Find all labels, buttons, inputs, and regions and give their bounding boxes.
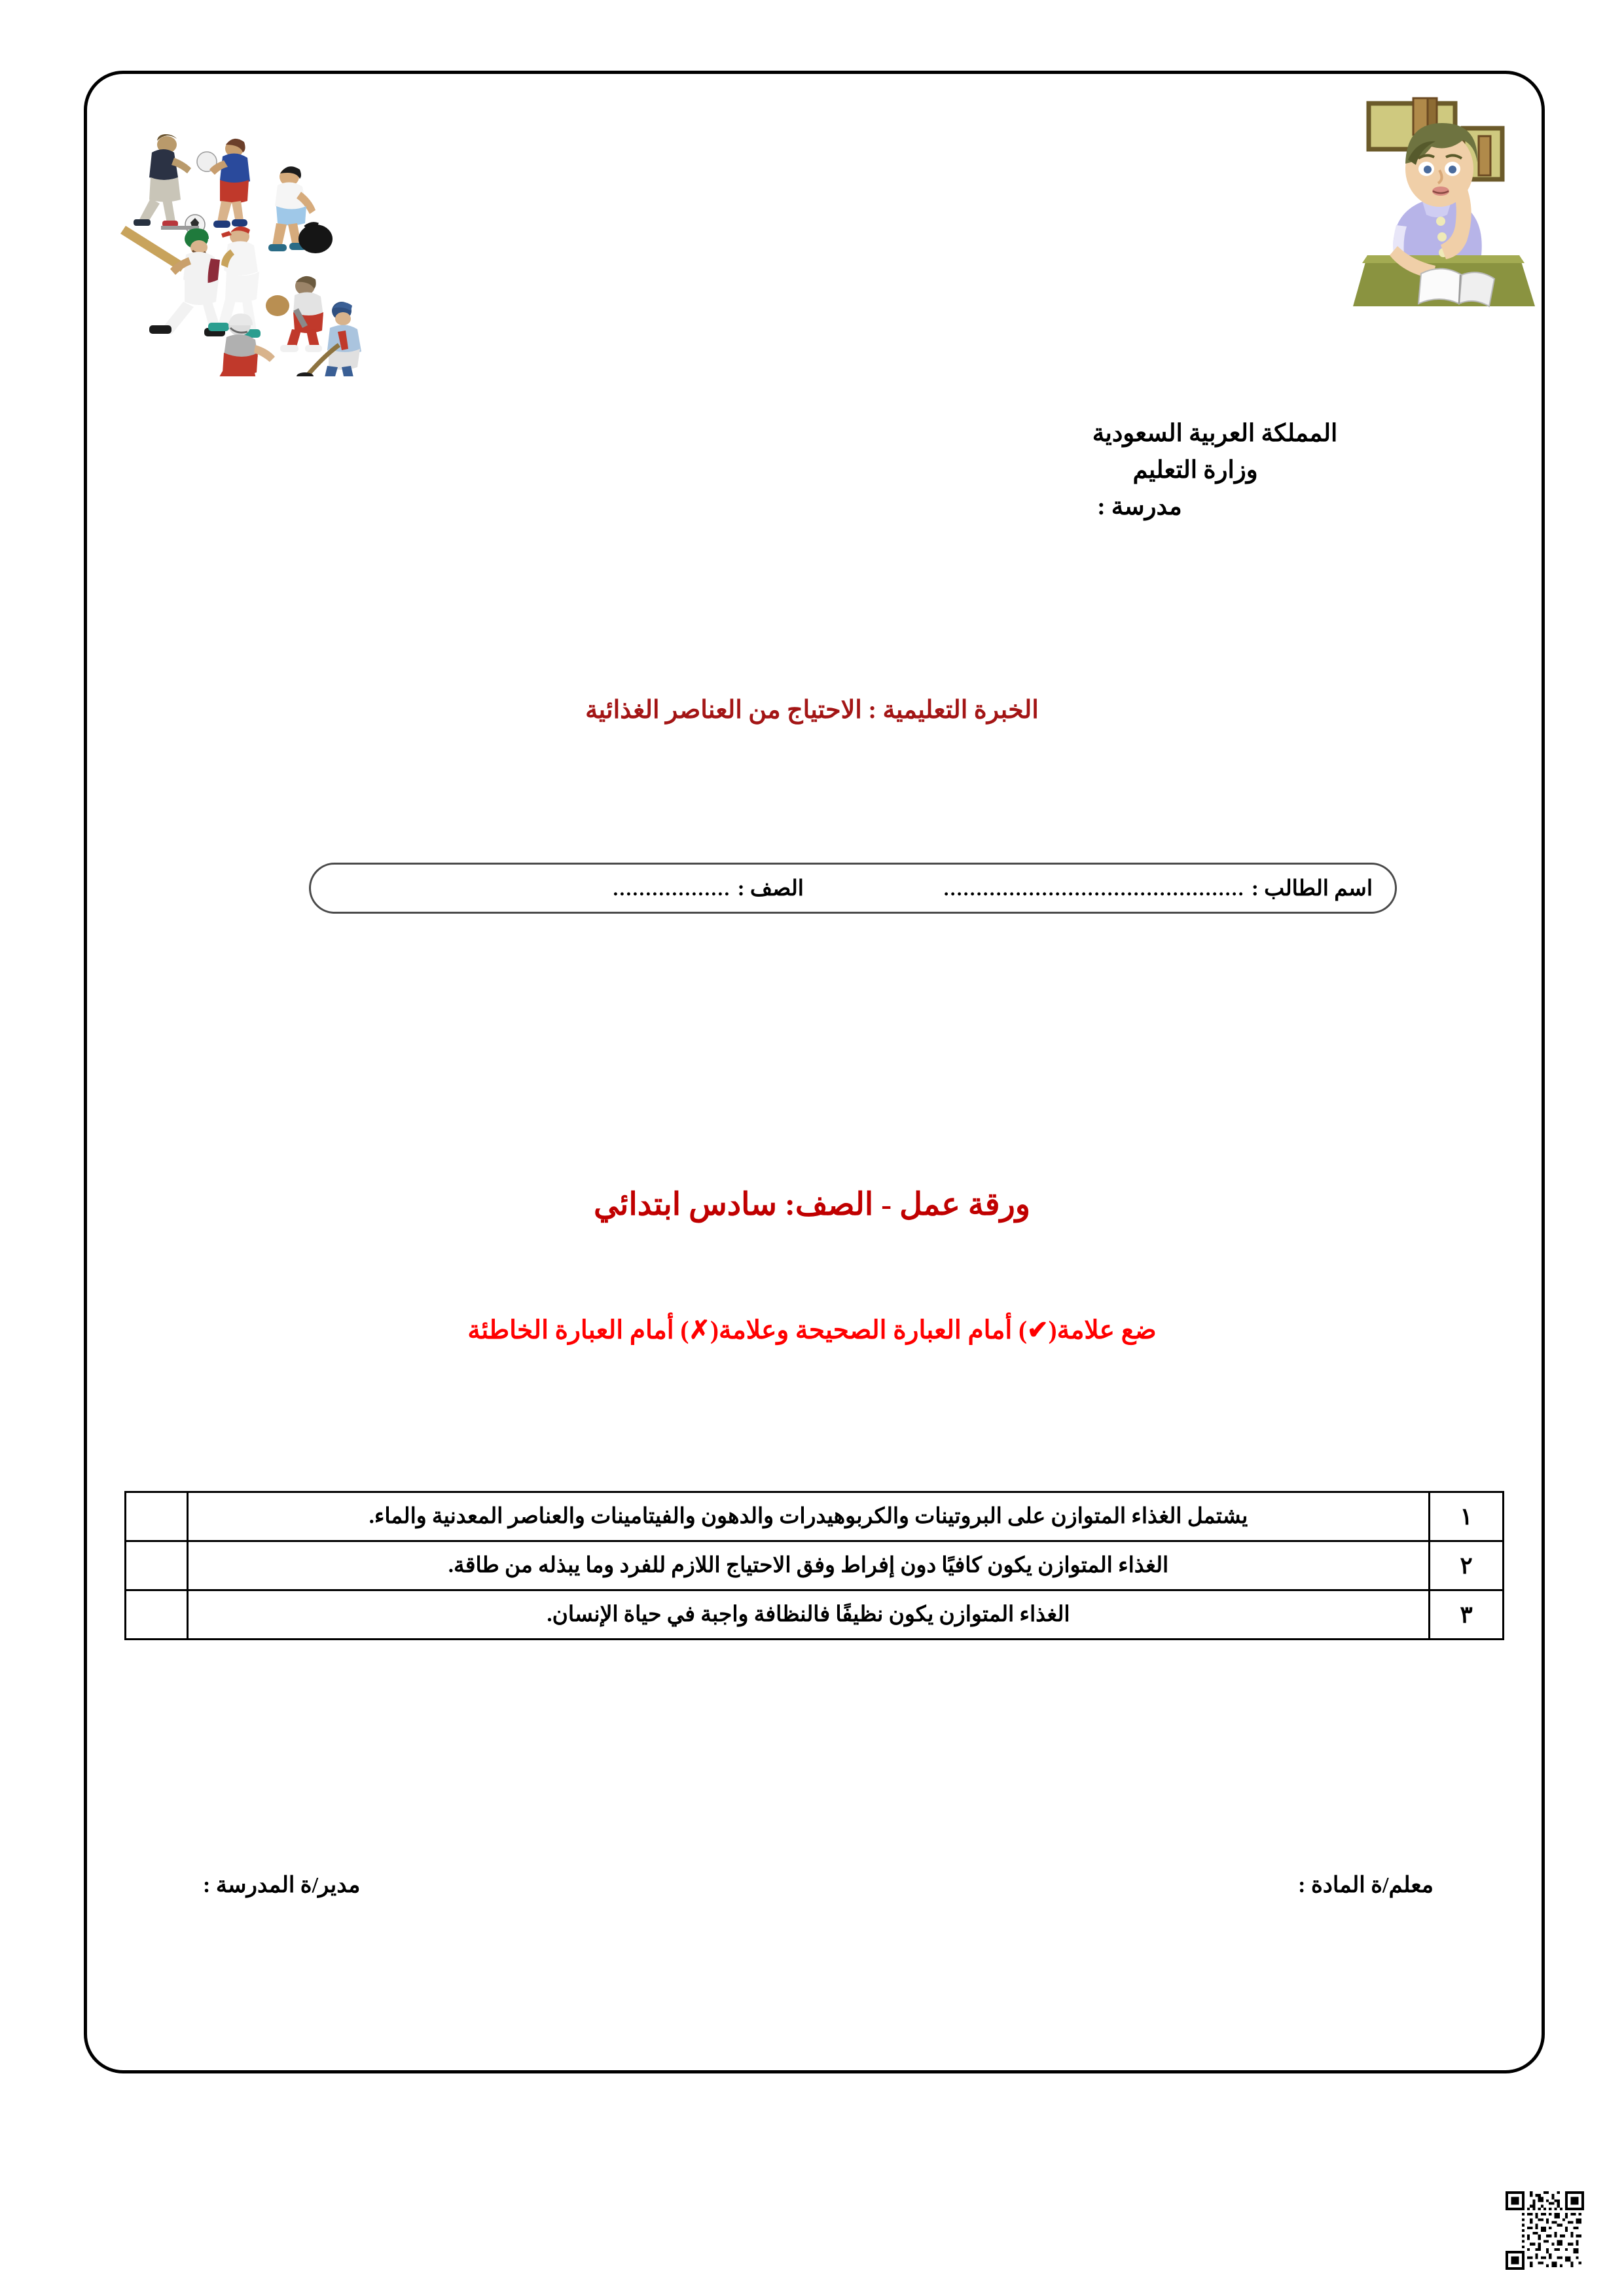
principal-signature-label: مدير/ة المدرسة : bbox=[203, 1873, 361, 1897]
sports-clipart-image bbox=[111, 115, 373, 376]
row-number: ٢ bbox=[1430, 1541, 1504, 1590]
row-number: ٣ bbox=[1430, 1590, 1504, 1640]
school-label: مدرسة : bbox=[1097, 493, 1182, 521]
student-studying-clipart-image bbox=[1345, 92, 1542, 308]
row-number: ١ bbox=[1430, 1492, 1504, 1541]
country-name: المملكة العربية السعودية bbox=[1092, 420, 1338, 447]
ministry-header-block bbox=[920, 416, 1509, 526]
row-statement: الغذاء المتوازن يكون كافيًا دون إفراط وفق الاحتياج اللازم للفرد وما يبذله من طاقة. bbox=[188, 1541, 1430, 1590]
footer-signature-row bbox=[203, 1872, 1434, 1898]
student-class-label: الصف : bbox=[737, 877, 804, 901]
teacher-signature-label: معلم/ة المادة : bbox=[1298, 1873, 1434, 1897]
student-class-field[interactable] bbox=[515, 875, 804, 901]
ministry-name: وزارة التعليم bbox=[1132, 457, 1258, 484]
worksheet-instruction: ضع علامة(✔) أمام العبارة الصحيحة وعلامة(✗) أمام العبارة الخاطئة bbox=[467, 1316, 1157, 1344]
table-row bbox=[126, 1590, 1504, 1640]
student-name-label: اسم الطالب : bbox=[1251, 877, 1373, 901]
row-statement: الغذاء المتوازن يكون نظيفًا فالنظافة واجبة في حياة الإنسان. bbox=[188, 1590, 1430, 1640]
educational-experience-title: الخبرة التعليمية : الاحتياج من العناصر الغذائية bbox=[585, 696, 1039, 724]
student-name-field[interactable] bbox=[826, 875, 1373, 901]
student-name-blank: .............................................. bbox=[943, 878, 1245, 900]
row-answer-cell[interactable] bbox=[126, 1541, 188, 1590]
row-statement: يشتمل الغذاء المتوازن على البروتينات والكربوهيدرات والدهون والفيتامينات والعناصر المعدنية والماء. bbox=[188, 1492, 1430, 1541]
table-row bbox=[126, 1541, 1504, 1590]
table-row bbox=[126, 1492, 1504, 1541]
student-info-box bbox=[309, 863, 1397, 914]
worksheet-title: ورقة عمل - الصف: سادس ابتدائي bbox=[594, 1187, 1030, 1222]
statements-table bbox=[124, 1491, 1504, 1640]
qr-code-image bbox=[1506, 2191, 1584, 2270]
statements-table-body bbox=[126, 1492, 1504, 1640]
row-answer-cell[interactable] bbox=[126, 1590, 188, 1640]
student-class-blank: .................. bbox=[613, 878, 731, 900]
row-answer-cell[interactable] bbox=[126, 1492, 188, 1541]
